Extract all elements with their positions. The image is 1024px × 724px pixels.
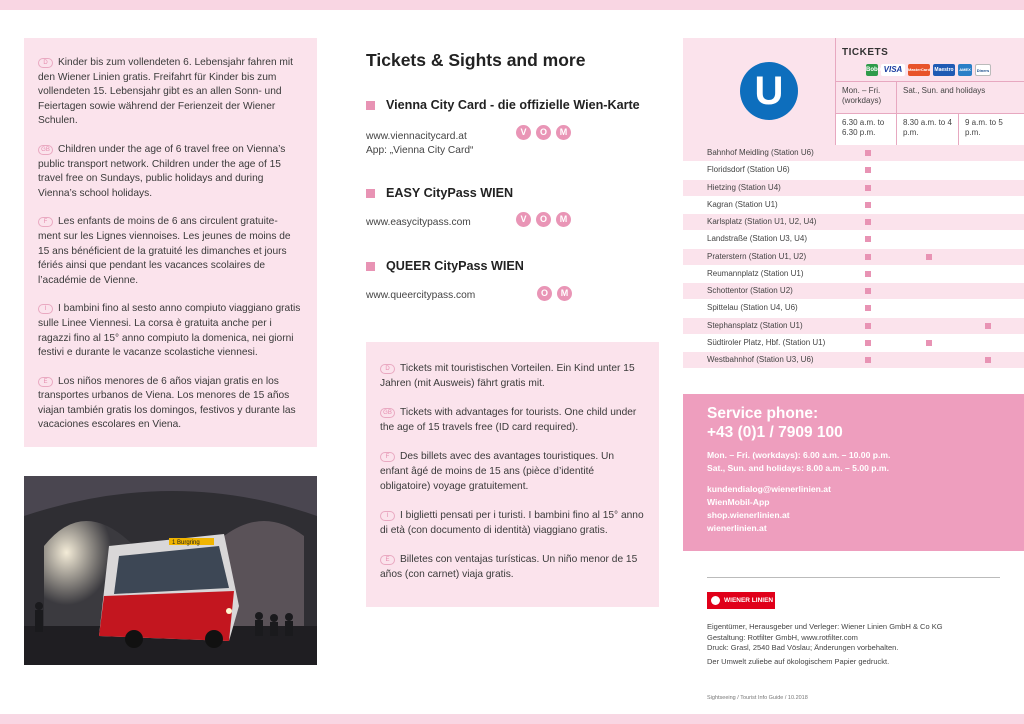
ticket-paragraph-de: D Tickets mit touristischen Vorteilen. Ein Kind unter 15 Jahren (mit Ausweis) fährt gratis mit. xyxy=(380,363,635,389)
availability-mark xyxy=(865,288,871,294)
availability-mark xyxy=(865,202,871,208)
badge-m: M xyxy=(556,212,571,227)
station-row xyxy=(683,197,1024,213)
ticket-paragraph-es: E Billetes con ventajas turísticas. Un niño menor de 15 años (con carnet) viaja gratis. xyxy=(380,554,638,580)
lang-badge: D xyxy=(380,364,395,374)
station-name: Schottentor (Station U2) xyxy=(707,286,793,295)
station-row xyxy=(683,145,1024,161)
lang-badge: F xyxy=(380,452,395,462)
tickets-header xyxy=(836,38,1024,81)
info-paragraph-es: E Los niños menores de 6 años viajan gratis en los transportes urbanos de Viena. Los menores de 15 años viajan también gratis los domingos, festivos y durante las vacaciones escolares en Viena. xyxy=(38,375,296,431)
info-paragraph-it: I I bambini fino al sesto anno compiuto viaggiano gratis sulle Linee Viennesi. La corsa è gratuita anche per i ragazzi fino al 15° anno compiuto la domenica, nei giorni festivi e durante le vacanze scolastiche viennesi. xyxy=(38,303,301,359)
diners-icon: Diners xyxy=(975,64,991,76)
imprint xyxy=(707,622,1007,667)
grid-line xyxy=(835,38,836,145)
tourist-ticket-info-box xyxy=(366,342,659,607)
product-easy-citypass xyxy=(366,186,513,230)
product-url[interactable]: www.easycitypass.com xyxy=(366,217,471,228)
column-time-3: 9 a.m. to 5 p.m. xyxy=(959,114,1024,145)
badge-m: M xyxy=(557,286,572,301)
amex-icon: AMEX xyxy=(958,64,972,76)
lang-badge: F xyxy=(38,217,53,227)
availability-mark xyxy=(865,323,871,329)
bobo-icon: Bobo xyxy=(866,64,878,76)
mastercard-icon: MasterCard xyxy=(908,64,930,76)
bullet-square xyxy=(366,189,375,198)
availability-mark xyxy=(865,305,871,311)
availability-mark xyxy=(926,254,932,260)
service-shop-link[interactable]: shop.wienerlinien.at xyxy=(707,510,790,520)
station-name: Reumannplatz (Station U1) xyxy=(707,268,804,278)
station-name: Landstraße (Station U3, U4) xyxy=(707,234,808,244)
station-row xyxy=(683,335,1024,351)
station-name: Westbahnhof (Station U3, U6) xyxy=(707,355,814,364)
grid-line xyxy=(836,81,1024,82)
availability-mark xyxy=(926,340,932,346)
station-row xyxy=(683,162,1024,178)
service-phone-number[interactable]: +43 (0)1 / 7909 100 xyxy=(707,424,843,441)
availability-mark xyxy=(985,357,991,363)
product-name: Vienna City Card - die offizielle Wien-Karte xyxy=(386,98,640,112)
divider xyxy=(707,577,1000,578)
station-row xyxy=(683,318,1024,334)
service-email[interactable]: kundendialog@wienerlinien.at xyxy=(707,484,831,494)
bullet-square xyxy=(366,262,375,271)
logo-mark-icon xyxy=(711,596,720,605)
imprint-line: Gestaltung: Rotfilter GmbH, www.rotfilter.com xyxy=(707,632,858,642)
lang-badge: I xyxy=(380,511,395,521)
product-vienna-city-card xyxy=(366,98,640,158)
station-name: Kagran (Station U1) xyxy=(707,199,778,209)
availability-mark xyxy=(865,167,871,173)
footer-code: Sightseeing / Tourist Info Guide / 10.2018 xyxy=(707,695,808,701)
station-name: Hietzing (Station U4) xyxy=(707,182,781,192)
badge-o: O xyxy=(536,212,551,227)
badge-o: O xyxy=(536,125,551,140)
tickets-label: TICKETS xyxy=(842,47,889,58)
column-header-weekend: Sat., Sun. and holidays xyxy=(897,82,1024,113)
service-title: Service phone: xyxy=(707,405,819,422)
station-row xyxy=(683,231,1024,247)
lang-badge: D xyxy=(38,58,53,68)
station-row xyxy=(683,249,1024,265)
availability-mark xyxy=(865,357,871,363)
product-url[interactable]: www.viennacitycard.at xyxy=(366,131,467,142)
lang-badge: GB xyxy=(38,145,53,155)
wiener-linien-logo: WIENER LINIEN xyxy=(707,592,775,609)
bullet-square xyxy=(366,101,375,110)
grid-line xyxy=(836,113,1024,114)
maestro-icon: Maestro xyxy=(933,64,955,76)
bottom-band xyxy=(0,714,1024,724)
availability-mark xyxy=(865,236,871,242)
availability-mark xyxy=(865,254,871,260)
availability-mark xyxy=(985,323,991,329)
imprint-line: Druck: Grasl, 2540 Bad Vöslau; Änderungen vorbehalten. xyxy=(707,643,899,652)
station-name: Karlsplatz (Station U1, U2, U4) xyxy=(707,217,817,226)
product-queer-citypass xyxy=(366,259,524,303)
page-title: Tickets & Sights and more xyxy=(366,50,586,70)
ubahn-logo-box xyxy=(683,38,835,145)
bus-photo xyxy=(24,476,317,665)
station-name: Praterstern (Station U1, U2) xyxy=(707,251,807,261)
children-info-box xyxy=(24,38,317,447)
visa-icon: VISA xyxy=(881,64,905,76)
product-badges xyxy=(537,286,572,301)
imprint-line: Der Umwelt zuliebe auf ökologischem Papier gedruckt. xyxy=(707,656,890,666)
station-name: Bahnhof Meidling (Station U6) xyxy=(707,148,814,157)
service-phone-box xyxy=(683,394,1024,551)
station-row xyxy=(683,266,1024,282)
station-name: Spittelau (Station U4, U6) xyxy=(707,303,798,313)
column-time-2: 8.30 a.m. to 4 p.m. xyxy=(897,114,958,145)
badge-o: O xyxy=(537,286,552,301)
ticket-paragraph-fr: F Des billets avec des avantages touristiques. Un enfant âgé de moins de 15 ans (pièce d’identité obligatoire) voyage gratuitement. xyxy=(380,451,615,492)
product-url[interactable]: www.queercitypass.com xyxy=(366,290,476,301)
badge-v: V xyxy=(516,212,531,227)
badge-m: M xyxy=(556,125,571,140)
station-row xyxy=(683,180,1024,196)
lang-badge: I xyxy=(38,304,53,314)
grid-line xyxy=(958,114,959,145)
product-app: App: „Vienna City Card“ xyxy=(366,145,474,156)
lang-badge: GB xyxy=(380,408,395,418)
product-badges xyxy=(516,212,571,227)
station-row xyxy=(683,352,1024,368)
column-header-workdays: Mon. – Fri. (workdays) xyxy=(836,82,896,113)
availability-mark xyxy=(865,271,871,277)
availability-mark xyxy=(865,150,871,156)
product-name: QUEER CityPass WIEN xyxy=(386,259,524,273)
service-web-link[interactable]: wienerlinien.at xyxy=(707,523,767,533)
bus-shape xyxy=(99,534,239,648)
bus-photo-illustration xyxy=(24,476,317,665)
station-row xyxy=(683,214,1024,230)
payment-methods xyxy=(866,64,991,76)
availability-mark xyxy=(865,185,871,191)
imprint-line: Eigentümer, Herausgeber und Verleger: Wiener Linien GmbH & Co KG xyxy=(707,622,943,631)
ticket-paragraph-gb: GB Tickets with advantages for tourists. One child under the age of 15 travels free (ID card required). xyxy=(380,407,637,433)
service-app: WienMobil-App xyxy=(707,497,770,507)
product-name: EASY CityPass WIEN xyxy=(386,186,514,200)
station-name: Stephansplatz (Station U1) xyxy=(707,320,803,330)
service-hours-weekdays: Mon. – Fri. (workdays): 6.00 a.m. – 10.00 p.m. xyxy=(707,450,891,460)
info-paragraph-fr: F Les enfants de moins de 6 ans circulent gratuite- ment sur les Lignes viennoises. Les jeunes de moins de 15 ans bénéficient de la gratuité les dimanches et jours fériés ainsi que pendant les vacances scolaires de l’académie de Vienne. xyxy=(38,216,291,286)
station-row xyxy=(683,283,1024,299)
bus-destination-sign: 1 Burgring xyxy=(172,540,200,546)
lang-badge: E xyxy=(380,555,395,565)
info-paragraph-gb: GB Children under the age of 6 travel free on Vienna’s public transport network. Children under the age of 15 travel free on Sundays, public holidays and during Vienna’s school holidays. xyxy=(38,143,286,199)
top-band xyxy=(0,0,1024,10)
badge-v: V xyxy=(516,125,531,140)
ticket-paragraph-it: I I biglietti pensati per i turisti. I bambini fino al 15° anno di età (con documento di identità) viaggiano gratis. xyxy=(380,510,644,536)
availability-mark xyxy=(865,219,871,225)
station-name: Floridsdorf (Station U6) xyxy=(707,165,790,175)
column-time-1: 6.30 a.m. to 6.30 p.m. xyxy=(836,114,896,145)
ubahn-logo: U xyxy=(740,62,798,120)
station-name: Südtiroler Platz, Hbf. (Station U1) xyxy=(707,337,826,347)
station-row xyxy=(683,300,1024,316)
product-badges xyxy=(516,125,571,140)
availability-mark xyxy=(865,340,871,346)
service-hours-weekend: Sat., Sun. and holidays: 8.00 a.m. – 5.00 p.m. xyxy=(707,463,889,473)
info-paragraph-de: D Kinder bis zum vollendeten 6. Lebensjahr fahren mit den Wiener Linien gratis. Freifahrt für Kinder bis zum vollendeten 15. Lebensjahr gibt es an allen Sonn- und Feiertagen sowie während der Ferienzeit der Wiener Schulen. xyxy=(38,57,294,127)
lang-badge: E xyxy=(38,377,53,387)
